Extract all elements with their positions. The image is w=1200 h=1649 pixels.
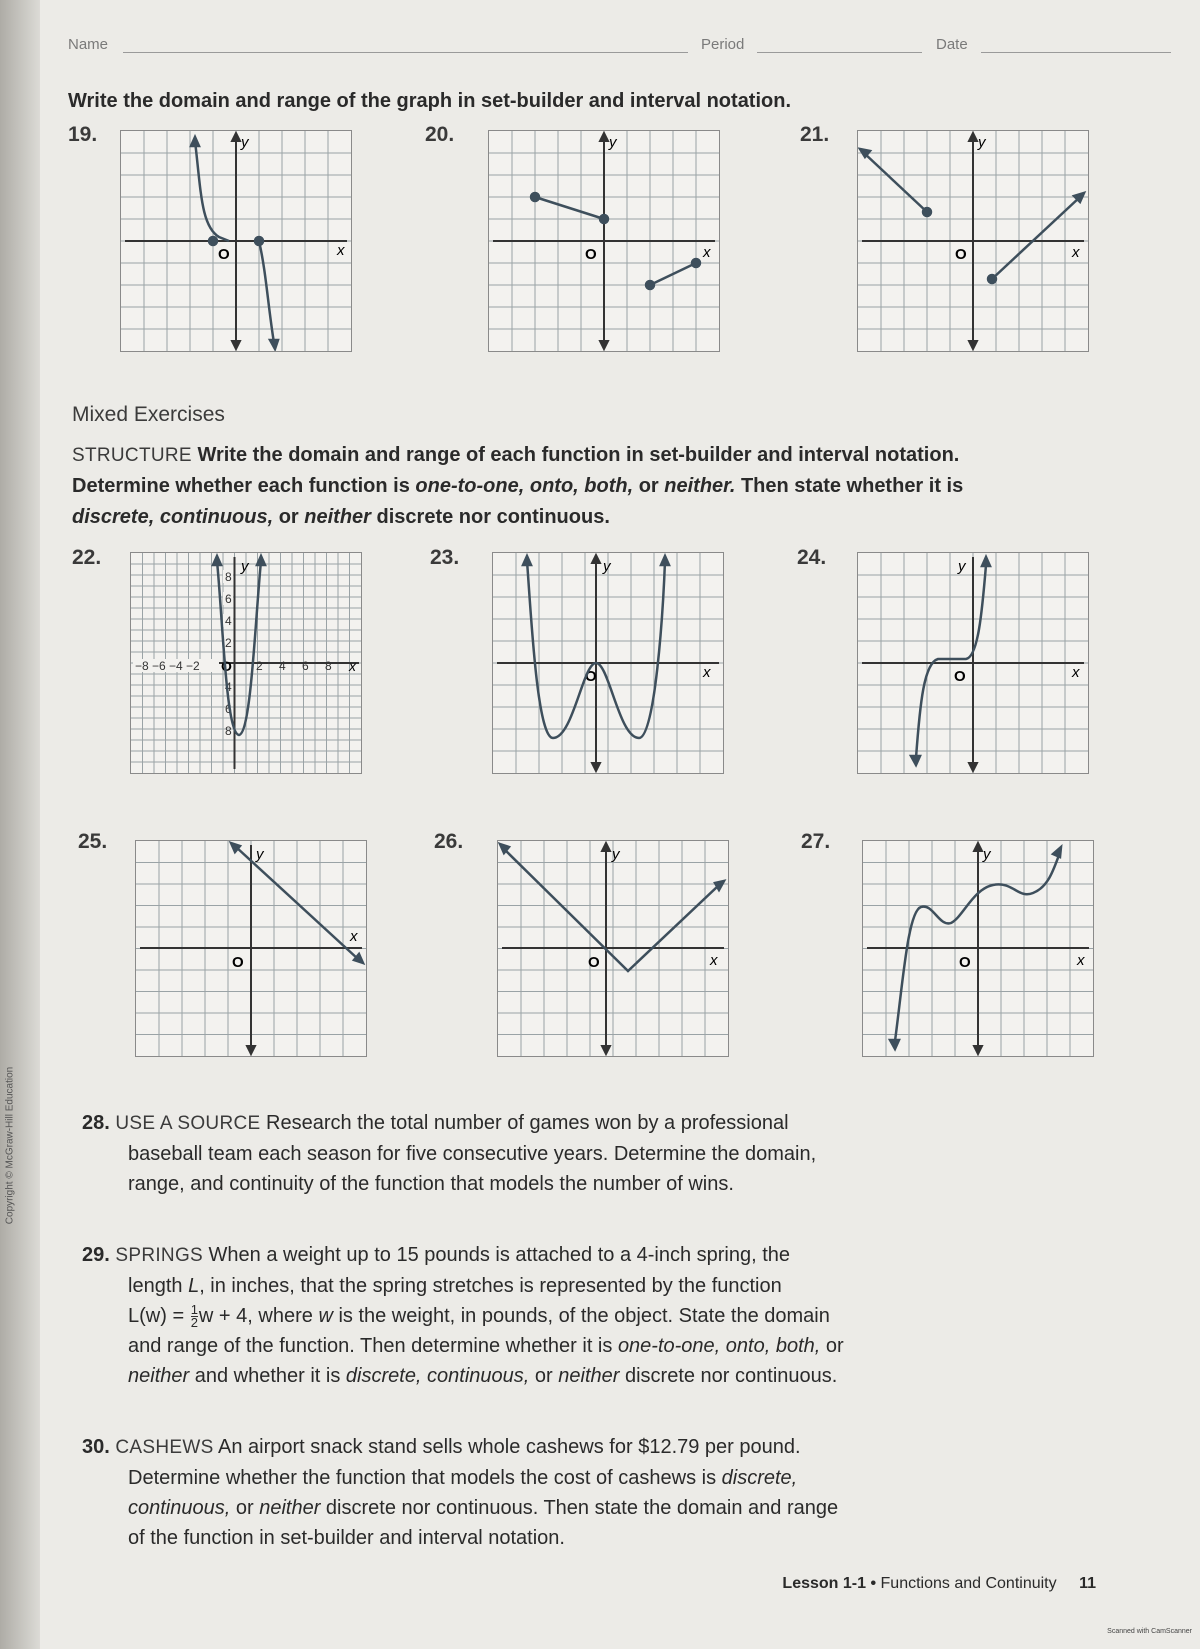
y-axis-label: y (241, 134, 249, 151)
graph-21 (857, 130, 1089, 352)
page-footer: Lesson 1-1 • Functions and Continuity 11 (782, 1575, 1096, 1592)
problem-19-number: 19. (68, 123, 98, 146)
graph-23 (492, 552, 724, 774)
y-axis-label: y (609, 134, 617, 151)
svg-text:8: 8 (225, 724, 232, 738)
mixed-exercises-title: Mixed Exercises (72, 403, 225, 426)
y-axis-label: y (612, 846, 620, 863)
svg-text:4: 4 (225, 614, 232, 628)
origin-label: O (232, 954, 244, 971)
x-axis-label: x (1072, 664, 1080, 681)
date-field-line (981, 52, 1171, 53)
y-axis-label: y (978, 134, 986, 151)
svg-text:8: 8 (225, 570, 232, 584)
problem-26-number: 26. (434, 830, 464, 853)
x-axis-label: x (1077, 952, 1085, 969)
origin-label: O (585, 668, 597, 685)
problem-25-number: 25. (78, 830, 108, 853)
origin-label: O (218, 246, 230, 263)
x-axis-label: x (703, 244, 711, 261)
problem-23-number: 23. (430, 546, 460, 569)
y-axis-label: y (983, 846, 991, 863)
graph-27 (862, 840, 1094, 1057)
date-label: Date (936, 36, 968, 53)
graph-25 (135, 840, 367, 1057)
y-axis-label: y (958, 558, 966, 575)
copyright-notice: Copyright © McGraw-Hill Education (4, 1066, 16, 1225)
x-axis-label: x (710, 952, 718, 969)
absolute-value-curve (500, 844, 724, 971)
problem-24-number: 24. (797, 546, 827, 569)
name-label: Name (68, 36, 109, 53)
period-field-line (757, 52, 922, 53)
graph-26 (497, 840, 729, 1057)
x-axis-label: x (1072, 244, 1080, 261)
x-axis-label: x (337, 242, 345, 259)
y-axis-label: y (256, 846, 264, 863)
book-spine-shadow (0, 0, 40, 1649)
x-axis-label: x (703, 664, 711, 681)
y-axis-label: y (241, 558, 249, 575)
mixed-instructions: STRUCTURE Write the domain and range of each function in set-builder and interval notation. Determine whether each function is one-to-one, onto, both, or neither. Then state whether it is discrete, continuous, or neither discrete nor continuous. (72, 444, 964, 528)
graph-20 (488, 130, 720, 352)
axes (125, 133, 347, 349)
problem-27-number: 27. (801, 830, 831, 853)
problem-30: 30. CASHEWS An airport snack stand sells whole cashews for $12.79 per pound. Determine whether the function that models the cost of cashews is discrete, continuous, or neither discrete nor continuous. Then state the domain and range of the function in set-builder and interval notation. (82, 1436, 839, 1549)
svg-text:6: 6 (302, 659, 309, 673)
problem-20-number: 20. (425, 123, 455, 146)
problem-29: 29. SPRINGS When a weight up to 15 pounds is attached to a 4-inch spring, the length L, in inches, that the spring stretches is represented by the function L(w) = $\frac{1}{2}$ w + 4, where w is the weight, in pounds, of the object. State the domain and range of the function. Then determine whether it is one-to-one, onto, both, or neither and whether it is discrete, continuous, or neither discrete nor continuous. (82, 1244, 844, 1387)
graph-19 (120, 130, 352, 352)
svg-text:2: 2 (256, 659, 263, 673)
x-axis-label: x (349, 658, 356, 674)
origin-label: O (954, 668, 966, 685)
svg-text:4: 4 (225, 680, 232, 694)
x-axis-label: x (350, 928, 358, 945)
origin-label: O (585, 246, 597, 263)
structure-keyword: STRUCTURE (72, 445, 192, 466)
graph-22 (130, 552, 362, 774)
tick-labels (133, 570, 332, 738)
origin-label: O (959, 954, 971, 971)
function-curve (191, 137, 278, 349)
problem-22-number: 22. (72, 546, 102, 569)
svg-text:6: 6 (225, 592, 232, 606)
name-field-line (123, 52, 688, 53)
origin-label: O (588, 954, 600, 971)
origin-label: O (221, 658, 232, 674)
y-axis-label: y (603, 558, 611, 575)
problem-21-number: 21. (800, 123, 830, 146)
svg-text:8: 8 (325, 659, 332, 673)
problem-28: 28. USE A SOURCE Research the total number of games won by a professional baseball team each season for five consecutive years. Determine the domain, range, and continuity of the function that models the number of wins. (82, 1112, 817, 1195)
page-number: 11 (1079, 1575, 1096, 1592)
top-instructions: Write the domain and range of the graph in set-builder and interval notation. (68, 90, 792, 112)
scanner-watermark: Scanned with CamScanner (1107, 1628, 1192, 1635)
graph-24 (857, 552, 1089, 774)
origin-label: O (955, 246, 967, 263)
fraction-one-half: $\frac{1}{2}$ (190, 1302, 198, 1331)
svg-text:6: 6 (225, 702, 232, 716)
period-label: Period (701, 36, 745, 53)
svg-text:2: 2 (225, 636, 232, 650)
svg-text:4: 4 (279, 659, 286, 673)
svg-text:−8 −6 −4 −2: −8 −6 −4 −2 (135, 659, 200, 673)
